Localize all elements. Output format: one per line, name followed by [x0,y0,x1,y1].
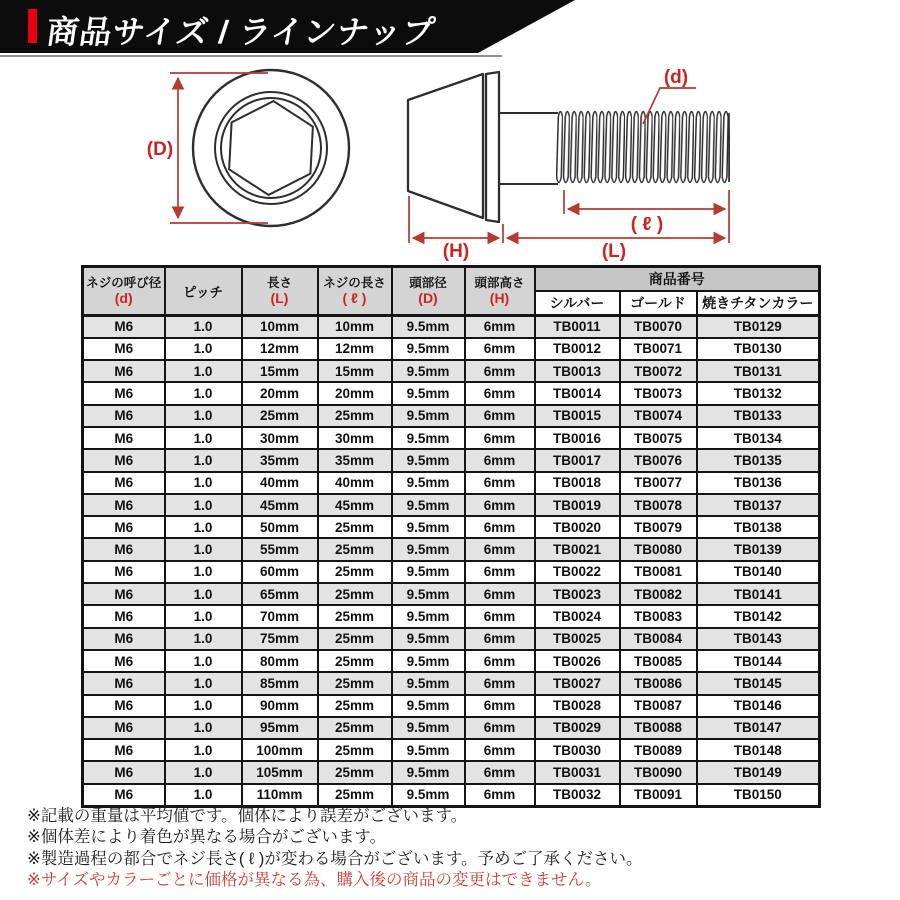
table-row [83,695,820,717]
cell-pitch: 1.0 [165,628,242,650]
cell-pitch: 1.0 [165,695,242,717]
cell-pitch: 1.0 [165,717,242,739]
cell-code-titanium: TB0132 [697,382,820,404]
cell-code-titanium: TB0135 [697,449,820,471]
cell-code-gold: TB0076 [620,449,697,471]
cell-code-titanium: TB0137 [697,494,820,516]
note-line: ※個体差により着色が異なる場合がございます。 [27,828,387,847]
cell-code-silver: TB0031 [535,761,620,783]
cell-length: 70mm [242,605,318,627]
cell-code-gold: TB0072 [620,360,697,382]
cell-diameter: M6 [83,650,165,672]
cell-head-diameter: 9.5mm [392,739,465,761]
cell-diameter: M6 [83,784,165,806]
table-row [83,405,820,427]
cell-code-titanium: TB0144 [697,650,820,672]
cell-thread-length: 15mm [318,360,392,382]
cell-code-silver: TB0030 [535,739,620,761]
cell-code-titanium: TB0140 [697,561,820,583]
cell-head-diameter: 9.5mm [392,717,465,739]
cell-thread-length: 25mm [318,405,392,427]
cell-diameter: M6 [83,449,165,471]
cell-diameter: M6 [83,761,165,783]
cell-code-gold: TB0083 [620,605,697,627]
cell-code-titanium: TB0141 [697,583,820,605]
cell-pitch: 1.0 [165,405,242,427]
cell-length: 12mm [242,338,318,360]
cell-code-silver: TB0015 [535,405,620,427]
cell-code-silver: TB0021 [535,538,620,560]
cell-length: 25mm [242,405,318,427]
cell-code-gold: TB0091 [620,784,697,806]
cell-code-titanium: TB0136 [697,472,820,494]
cell-head-height: 6mm [465,561,535,583]
cell-head-height: 6mm [465,717,535,739]
table-row [83,583,820,605]
cell-diameter: M6 [83,316,165,338]
cell-code-gold: TB0084 [620,628,697,650]
cell-length: 45mm [242,494,318,516]
cell-head-height: 6mm [465,516,535,538]
cell-code-titanium: TB0148 [697,739,820,761]
cell-thread-length: 25mm [318,605,392,627]
cell-length: 50mm [242,516,318,538]
cell-pitch: 1.0 [165,650,242,672]
cell-code-silver: TB0028 [535,695,620,717]
cell-code-titanium: TB0138 [697,516,820,538]
cell-code-titanium: TB0142 [697,605,820,627]
cell-head-diameter: 9.5mm [392,494,465,516]
cell-length: 100mm [242,739,318,761]
note-line: ※記載の重量は平均値です。個体により誤差がございます。 [27,807,468,825]
cell-head-height: 6mm [465,472,535,494]
cell-code-silver: TB0016 [535,427,620,449]
cell-code-gold: TB0085 [620,650,697,672]
head-outer-circle [193,70,349,226]
banner-accent-bar [28,9,37,43]
cell-code-gold: TB0086 [620,672,697,694]
cell-diameter: M6 [83,672,165,694]
header-silver: シルバー [535,291,620,316]
cell-code-gold: TB0079 [620,516,697,538]
cell-head-height: 6mm [465,405,535,427]
cell-pitch: 1.0 [165,516,242,538]
cell-pitch: 1.0 [165,360,242,382]
cell-code-silver: TB0029 [535,717,620,739]
cell-head-height: 6mm [465,583,535,605]
table-row [83,316,820,338]
cell-head-height: 6mm [465,605,535,627]
cell-length: 80mm [242,650,318,672]
table-row [83,449,820,471]
cell-diameter: M6 [83,360,165,382]
cell-thread-length: 25mm [318,784,392,806]
cell-thread-length: 12mm [318,338,392,360]
cell-diameter: M6 [83,338,165,360]
cell-thread-length: 25mm [318,695,392,717]
table-row [83,538,820,560]
thread-section [556,108,730,186]
cell-thread-length: 25mm [318,516,392,538]
table-row [83,739,820,761]
hex-socket [228,99,314,197]
label-D: (D) [146,139,174,160]
cell-head-height: 6mm [465,338,535,360]
cell-pitch: 1.0 [165,449,242,471]
cell-head-height: 6mm [465,628,535,650]
cell-diameter: M6 [83,739,165,761]
table-row [83,360,820,382]
cell-head-height: 6mm [465,784,535,806]
cell-head-diameter: 9.5mm [392,427,465,449]
cell-length: 90mm [242,695,318,717]
cell-code-titanium: TB0139 [697,538,820,560]
cell-code-silver: TB0023 [535,583,620,605]
cell-head-diameter: 9.5mm [392,538,465,560]
cell-thread-length: 10mm [318,316,392,338]
table-body [83,316,820,807]
cell-pitch: 1.0 [165,605,242,627]
cell-head-diameter: 9.5mm [392,784,465,806]
technical-drawing [0,55,900,265]
cell-head-height: 6mm [465,494,535,516]
cell-thread-length: 25mm [318,561,392,583]
cell-diameter: M6 [83,628,165,650]
cell-head-diameter: 9.5mm [392,761,465,783]
cell-diameter: M6 [83,695,165,717]
header-product-number: 商品番号 [535,267,820,292]
cell-head-height: 6mm [465,449,535,471]
cell-code-silver: TB0024 [535,605,620,627]
cell-head-diameter: 9.5mm [392,561,465,583]
cell-code-silver: TB0026 [535,650,620,672]
bolt-side-view [408,72,730,222]
table-row [83,472,820,494]
size-table [81,265,821,808]
cell-head-diameter: 9.5mm [392,449,465,471]
cell-head-height: 6mm [465,382,535,404]
cell-length: 75mm [242,628,318,650]
cell-thread-length: 40mm [318,472,392,494]
table-row [83,561,820,583]
cell-head-height: 6mm [465,695,535,717]
header-gold: ゴールド [620,291,697,316]
cell-head-diameter: 9.5mm [392,382,465,404]
header-burnt-titanium: 焼きチタンカラー [697,291,820,316]
cell-code-silver: TB0027 [535,672,620,694]
cell-head-diameter: 9.5mm [392,583,465,605]
label-L: (L) [601,241,627,262]
cell-head-diameter: 9.5mm [392,516,465,538]
cell-diameter: M6 [83,605,165,627]
table-row [83,605,820,627]
header-length: 長さ (L) [242,267,318,316]
head-middle-circle [215,92,327,204]
cell-code-gold: TB0071 [620,338,697,360]
table-row [83,338,820,360]
banner [0,0,900,60]
cell-head-diameter: 9.5mm [392,405,465,427]
cell-pitch: 1.0 [165,672,242,694]
cell-code-titanium: TB0134 [697,427,820,449]
cell-pitch: 1.0 [165,761,242,783]
table-row [83,784,820,806]
cell-length: 95mm [242,717,318,739]
cell-head-diameter: 9.5mm [392,650,465,672]
page-title: 商品サイズ / ラインナップ [44,14,438,50]
cell-thread-length: 30mm [318,427,392,449]
cell-pitch: 1.0 [165,784,242,806]
cell-diameter: M6 [83,516,165,538]
dimension-total-length [503,224,725,262]
cell-thread-length: 45mm [318,494,392,516]
cell-head-diameter: 9.5mm [392,338,465,360]
table-row [83,382,820,404]
cell-code-titanium: TB0133 [697,405,820,427]
label-H: (H) [442,241,470,262]
head-flange-band [486,72,499,222]
cell-thread-length: 25mm [318,739,392,761]
cell-code-silver: TB0025 [535,628,620,650]
cell-code-silver: TB0032 [535,784,620,806]
table-row [83,717,820,739]
bolt-top-view [193,70,349,226]
cell-pitch: 1.0 [165,494,242,516]
cell-pitch: 1.0 [165,583,242,605]
cell-diameter: M6 [83,472,165,494]
cell-thread-length: 25mm [318,650,392,672]
table-row [83,761,820,783]
cell-code-gold: TB0070 [620,316,697,338]
table-row [83,650,820,672]
table-row [83,672,820,694]
table-row [83,516,820,538]
cell-pitch: 1.0 [165,316,242,338]
cell-diameter: M6 [83,494,165,516]
cell-thread-length: 25mm [318,672,392,694]
cell-pitch: 1.0 [165,382,242,404]
cell-head-height: 6mm [465,538,535,560]
cell-head-diameter: 9.5mm [392,628,465,650]
cell-head-height: 6mm [465,672,535,694]
cell-code-gold: TB0089 [620,739,697,761]
cell-thread-length: 25mm [318,538,392,560]
cell-head-height: 6mm [465,739,535,761]
cell-head-height: 6mm [465,650,535,672]
cell-thread-length: 25mm [318,628,392,650]
cell-code-gold: TB0087 [620,695,697,717]
cell-code-titanium: TB0143 [697,628,820,650]
cell-code-silver: TB0011 [535,316,620,338]
cell-length: 35mm [242,449,318,471]
table-row [83,427,820,449]
cell-code-titanium: TB0129 [697,316,820,338]
note-line: ※製造過程の都合でネジ長さ( ℓ )が変わる場合がございます。予めご了承ください。 [27,849,643,868]
cell-code-gold: TB0073 [620,382,697,404]
cell-pitch: 1.0 [165,538,242,560]
cell-code-gold: TB0088 [620,717,697,739]
cell-pitch: 1.0 [165,561,242,583]
cell-diameter: M6 [83,717,165,739]
cell-thread-length: 35mm [318,449,392,471]
cell-thread-length: 25mm [318,583,392,605]
header-thread-length: ネジの長さ ( ℓ ) [318,267,392,316]
cell-code-titanium: TB0146 [697,695,820,717]
cell-head-diameter: 9.5mm [392,695,465,717]
cell-diameter: M6 [83,405,165,427]
dimension-thread-length [564,190,729,243]
cell-head-height: 6mm [465,761,535,783]
footer-notes [27,806,887,892]
cell-code-silver: TB0022 [535,561,620,583]
cell-code-gold: TB0090 [620,761,697,783]
cell-code-silver: TB0018 [535,472,620,494]
cell-code-titanium: TB0145 [697,672,820,694]
cell-thread-length: 25mm [318,761,392,783]
cell-length: 105mm [242,761,318,783]
table-row [83,494,820,516]
cell-pitch: 1.0 [165,472,242,494]
head-inner-circle [221,98,321,198]
cell-code-titanium: TB0131 [697,360,820,382]
cell-thread-length: 20mm [318,382,392,404]
label-d: (d) [663,67,689,88]
cell-length: 30mm [242,427,318,449]
cell-code-gold: TB0077 [620,472,697,494]
cell-head-diameter: 9.5mm [392,472,465,494]
cell-diameter: M6 [83,427,165,449]
cell-length: 110mm [242,784,318,806]
table-row [83,628,820,650]
cell-thread-length: 25mm [318,717,392,739]
cell-length: 85mm [242,672,318,694]
cell-code-titanium: TB0150 [697,784,820,806]
cell-length: 65mm [242,583,318,605]
cell-pitch: 1.0 [165,739,242,761]
label-l: ( ℓ ) [630,214,664,235]
cell-head-diameter: 9.5mm [392,672,465,694]
cell-code-silver: TB0014 [535,382,620,404]
header-head-height: 頭部高さ (H) [465,267,535,316]
cell-diameter: M6 [83,538,165,560]
cell-diameter: M6 [83,382,165,404]
cell-code-silver: TB0013 [535,360,620,382]
cell-code-titanium: TB0149 [697,761,820,783]
cell-code-gold: TB0082 [620,583,697,605]
cell-head-height: 6mm [465,360,535,382]
header-thread-callout: ネジの呼び径 (d) [83,267,165,316]
header-head-diameter: 頭部径 (D) [392,267,465,316]
tapered-head [408,74,483,218]
cell-code-titanium: TB0147 [697,717,820,739]
cell-code-gold: TB0074 [620,405,697,427]
cell-length: 10mm [242,316,318,338]
cell-code-gold: TB0080 [620,538,697,560]
note-line: ※サイズやカラーごとに価格が異なる為、購入後の商品の変更はできません。 [27,871,602,890]
cell-code-silver: TB0012 [535,338,620,360]
cell-length: 15mm [242,360,318,382]
cell-code-titanium: TB0130 [697,338,820,360]
cell-diameter: M6 [83,583,165,605]
cell-length: 55mm [242,538,318,560]
cell-code-silver: TB0020 [535,516,620,538]
cell-length: 20mm [242,382,318,404]
cell-pitch: 1.0 [165,338,242,360]
cell-length: 40mm [242,472,318,494]
cell-head-diameter: 9.5mm [392,360,465,382]
cell-diameter: M6 [83,561,165,583]
cell-head-diameter: 9.5mm [392,316,465,338]
cell-head-height: 6mm [465,316,535,338]
cell-code-silver: TB0019 [535,494,620,516]
cell-pitch: 1.0 [165,427,242,449]
cell-code-silver: TB0017 [535,449,620,471]
cell-length: 60mm [242,561,318,583]
cell-code-gold: TB0078 [620,494,697,516]
cell-code-gold: TB0075 [620,427,697,449]
cell-code-gold: TB0081 [620,561,697,583]
header-pitch: ピッチ [165,267,242,316]
cell-head-height: 6mm [465,427,535,449]
cell-head-diameter: 9.5mm [392,605,465,627]
